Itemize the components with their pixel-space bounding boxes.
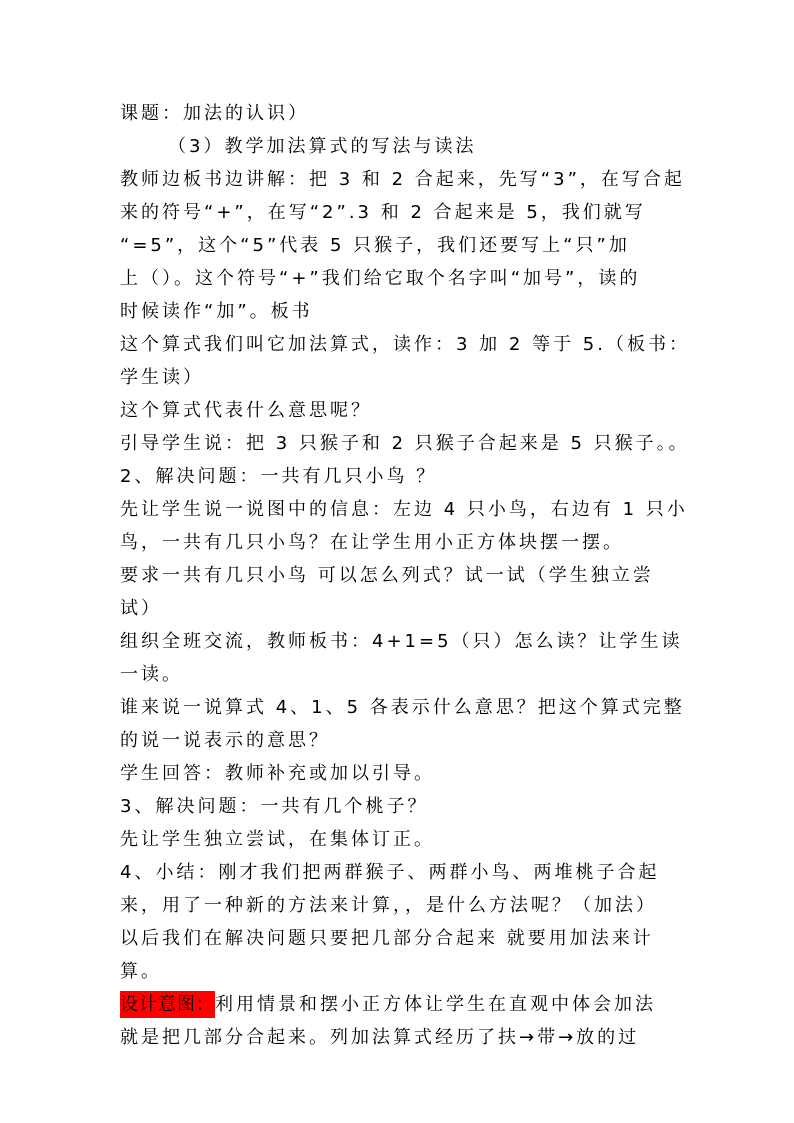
paragraph-line: 试） bbox=[120, 598, 162, 619]
section-heading: （3）教学加法算式的写法与读法 bbox=[168, 136, 477, 157]
paragraph-line: 来的符号“+”，在写“2”.3 和 2 合起来是 5，我们就写 bbox=[120, 202, 646, 223]
lesson-title-line: 课题：加法的认识） bbox=[120, 103, 309, 124]
paragraph-line: 学生回答：教师补充或加以引导。 bbox=[120, 763, 435, 784]
paragraph-line: 时候读作“加”。板书 bbox=[120, 301, 313, 322]
paragraph-line: 以后我们在解决问题只要把几部分合起来 就要用加法来计 bbox=[120, 928, 654, 949]
paragraph-line: 要求一共有几只小鸟 可以怎么列式？试一试（学生独立尝 bbox=[120, 565, 654, 586]
paragraph-line: 算。 bbox=[120, 961, 162, 982]
paragraph-line: 一读。 bbox=[120, 664, 183, 685]
paragraph-line: 的说一说表示的意思？ bbox=[120, 730, 330, 751]
design-intent-text: 利用情景和摆小正方体让学生在直观中体会加法 bbox=[215, 994, 656, 1015]
paragraph-line: 上（）。这个符号“+”我们给它取个名字叫“加号”，读的 bbox=[120, 268, 641, 289]
paragraph-line: 来，用了一种新的方法来计算，，是什么方法呢？（加法） bbox=[120, 895, 657, 916]
section-heading: 3、解决问题：一共有几个桃子？ bbox=[120, 796, 429, 817]
paragraph-line: 就是把几部分合起来。列加法算式经历了扶→带→放的过 bbox=[120, 1027, 640, 1048]
design-intent-line bbox=[120, 994, 690, 1016]
paragraph-line: 组织全班交流，教师板书：4+1=5（只）怎么读？让学生读 bbox=[120, 631, 683, 652]
section-heading: 2、解决问题：一共有几只小鸟 ？ bbox=[120, 466, 438, 487]
paragraph-line: 引导学生说：把 3 只猴子和 2 只猴子合起来是 5 只猴子。。 bbox=[120, 433, 690, 454]
paragraph-line: 先让学生独立尝试，在集体订正。 bbox=[120, 829, 435, 850]
paragraph-line: 这个算式我们叫它加法算式，读作：3 加 2 等于 5.（板书： bbox=[120, 334, 690, 355]
paragraph-line: 先让学生说一说图中的信息：左边 4 只小鸟，右边有 1 只小 bbox=[120, 499, 688, 520]
design-intent-label: 设计意图： bbox=[120, 991, 215, 1018]
paragraph-line: “=5”，这个“5”代表 5 只猴子，我们还要写上“只”加 bbox=[120, 235, 630, 256]
paragraph-line: 教师边板书边讲解：把 3 和 2 合起来，先写“3”，在写合起 bbox=[120, 169, 685, 190]
section-heading: 4、小结：刚才我们把两群猴子、两群小鸟、两堆桃子合起 bbox=[120, 862, 660, 883]
paragraph-line: 这个算式代表什么意思呢？ bbox=[120, 400, 372, 421]
paragraph-line: 学生读） bbox=[120, 367, 204, 388]
paragraph-line: 鸟，一共有几只小鸟？在让学生用小正方体块摆一摆。 bbox=[120, 532, 624, 553]
paragraph-line: 谁来说一说算式 4、1、5 各表示什么意思？把这个算式完整 bbox=[120, 697, 685, 718]
